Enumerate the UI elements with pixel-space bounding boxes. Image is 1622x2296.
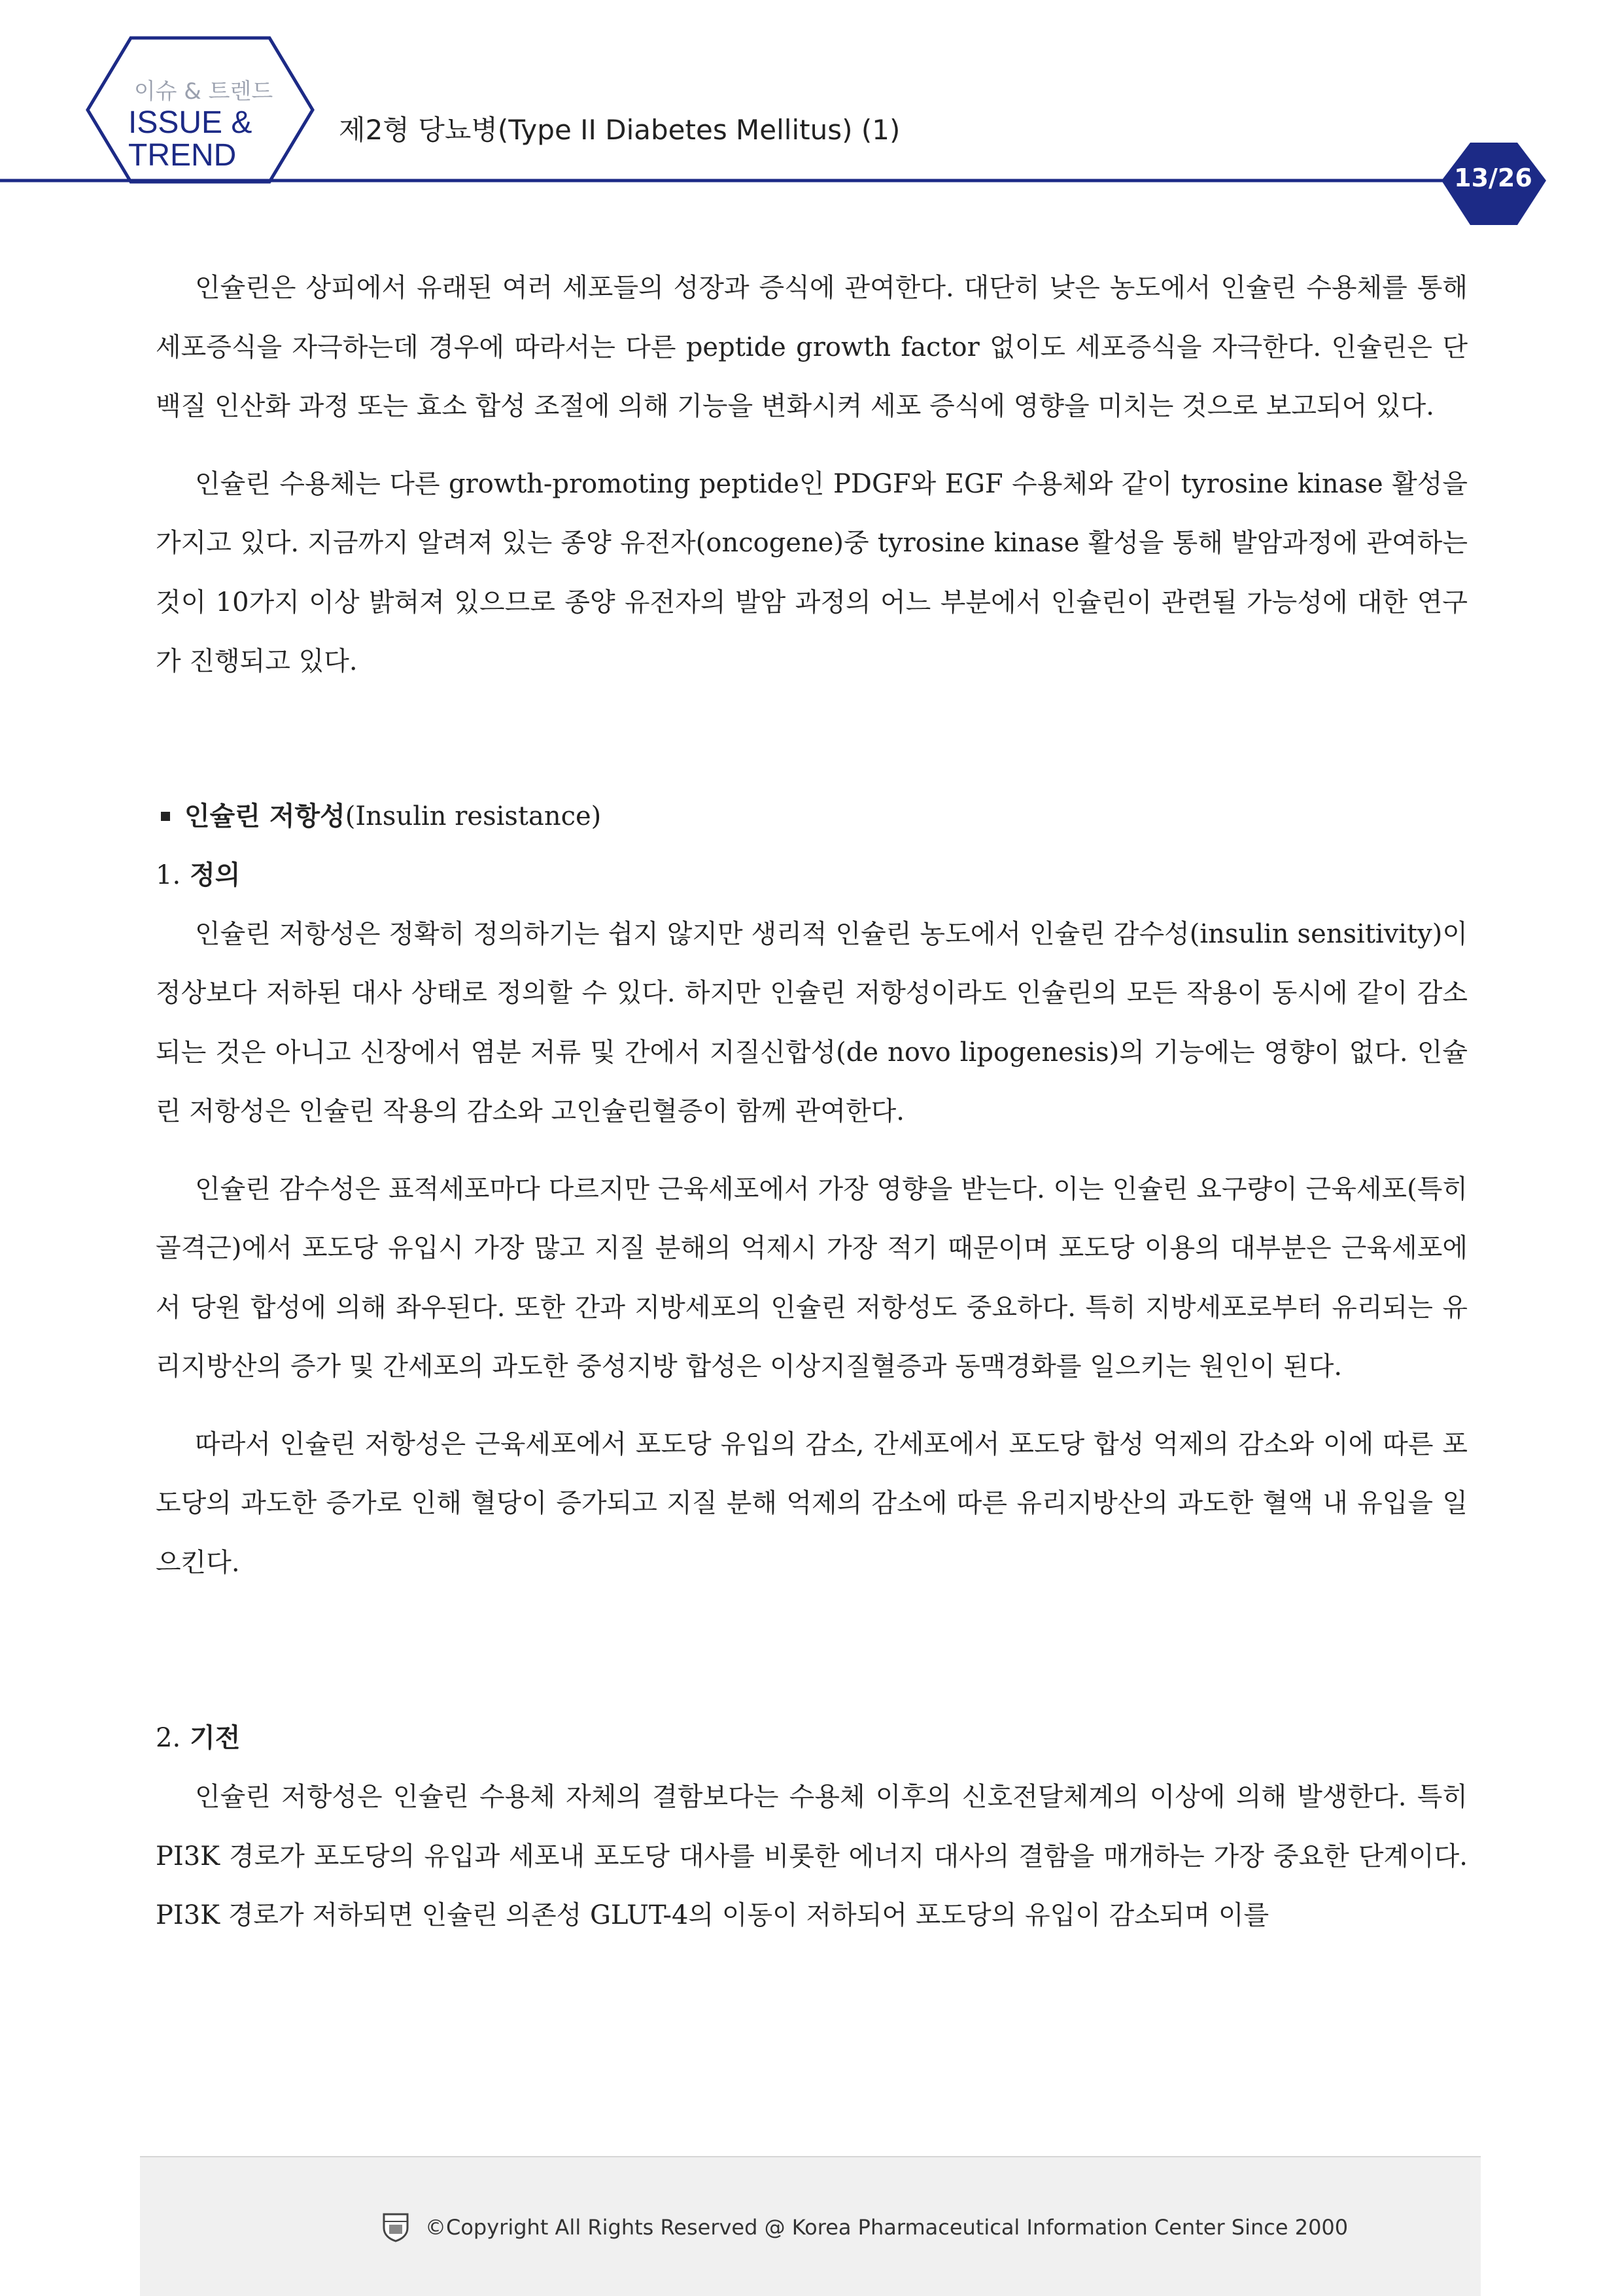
mechanism-title: 기전 xyxy=(190,1722,241,1753)
kpic-shield-logo-icon xyxy=(382,2212,409,2242)
square-bullet-icon xyxy=(161,812,170,821)
page-header xyxy=(0,0,1622,235)
mechanism-number: 2. xyxy=(156,1723,181,1753)
badge-subtitle: 이슈 & 트렌드 xyxy=(133,78,273,105)
document-body xyxy=(156,258,1468,1964)
section-title-bold: 인슐린 저항성 xyxy=(184,800,345,831)
definition-paragraph-1: 인슐린 저항성은 정확히 정의하기는 쉽지 않지만 생리적 인슐린 농도에서 인슐린 감수성(insulin sensitivity)이 정상보다 저하된 대사 상태로 정의할 수 있다. 하지만 인슐린 저항성이라도 인슐린의 모든 작용이 동시에 같이 감소되는 것은 아니고 신장에서 염분 저류 및 간에서 지질신합성(de novo lipogenesis)의 기능에는 영향이 없다. 인슐린 저항성은 인슐린 작용의 감소와 고인슐린혈증이 함께 관여한다. xyxy=(156,918,1468,1126)
definition-number: 1. xyxy=(156,860,181,890)
section-title-plain: (Insulin resistance) xyxy=(345,801,602,831)
definition-paragraph-3: 따라서 인슐린 저항성은 근육세포에서 포도당 유입의 감소, 간세포에서 포도당 합성 억제의 감소와 이에 따른 포도당의 과도한 증가로 인해 혈당이 증가되고 지질 분해 억제의 감소에 따른 유리지방산의 과도한 혈액 내 유입을 일으킨다. xyxy=(156,1429,1468,1578)
page-footer xyxy=(140,2156,1481,2296)
copyright-text: ©Copyright All Rights Reserved @ Korea Pharmaceutical Information Center Since 2000 xyxy=(425,2215,1349,2240)
definition-heading xyxy=(156,846,1468,905)
document-title: 제2형 당뇨병(Type II Diabetes Mellitus) (1) xyxy=(339,114,901,146)
mechanism-heading xyxy=(156,1709,1468,1767)
intro-paragraph-2: 인슐린 수용체는 다른 growth-promoting peptide인 PDGF와 EGF 수용체와 같이 tyrosine kinase 활성을 가지고 있다. 지금까지 알려져 있는 종양 유전자(oncogene)중 tyrosine kinase 활성을 통해 발암과정에 관여하는 것이 10가지 이상 밝혀져 있으므로 종양 유전자의 발암 과정의 어느 부분에서 인슐린이 관련될 가능성에 대한 연구가 진행되고 있다. xyxy=(156,468,1468,676)
section-heading xyxy=(156,787,1468,846)
intro-paragraph-1: 인슐린은 상피에서 유래된 여러 세포들의 성장과 증식에 관여한다. 대단히 낮은 농도에서 인슐린 수용체를 통해 세포증식을 자극하는데 경우에 따라서는 다른 peptide growth factor 없이도 세포증식을 자극한다. 인슐린은 단백질 인산화 과정 또는 효소 합성 조절에 의해 기능을 변화시켜 세포 증식에 영향을 미치는 것으로 보고되어 있다. xyxy=(156,273,1468,421)
badge-title-line2: TREND xyxy=(128,138,237,173)
definition-paragraph-2: 인슐린 감수성은 표적세포마다 다르지만 근육세포에서 가장 영향을 받는다. 이는 인슐린 요구량이 근육세포(특히 골격근)에서 포도당 유입시 가장 많고 지질 분해의 억제시 가장 적기 때문이며 포도당 이용의 대부분은 근육세포에서 당원 합성에 의해 좌우된다. 또한 간과 지방세포의 인슐린 저항성도 중요하다. 특히 지방세포로부터 유리되는 유리지방산의 증가 및 간세포의 과도한 중성지방 합성은 이상지질혈증과 동맥경화를 일으키는 원인이 된다. xyxy=(156,1174,1468,1382)
page-counter: 13/26 xyxy=(1454,164,1532,192)
mechanism-paragraph-1: 인슐린 저항성은 인슐린 수용체 자체의 결함보다는 수용체 이후의 신호전달체계의 이상에 의해 발생한다. 특히 PI3K 경로가 포도당의 유입과 세포내 포도당 대사를 비롯한 에너지 대사의 결함을 매개하는 가장 중요한 단계이다. PI3K 경로가 저하되면 인슐린 의존성 GLUT-4의 이동이 저하되어 포도당의 유입이 감소되며 이를 xyxy=(156,1782,1468,1930)
definition-title: 정의 xyxy=(190,859,241,890)
badge-title-line1: ISSUE & xyxy=(128,105,252,140)
